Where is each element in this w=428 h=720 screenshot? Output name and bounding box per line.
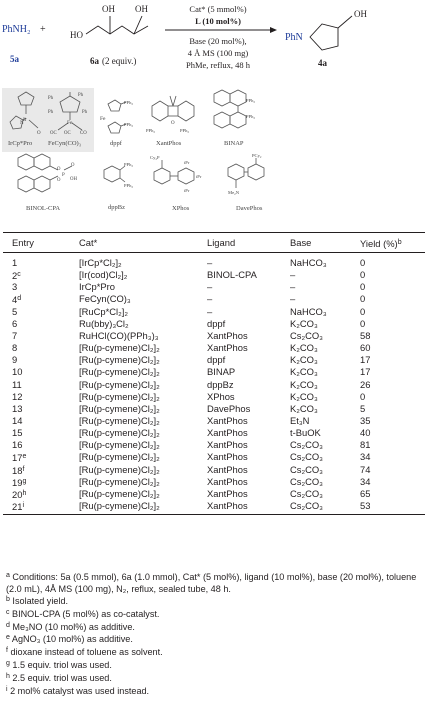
svg-text:iPr: iPr — [196, 174, 202, 179]
base-cell: K₂CO₃ — [290, 342, 318, 354]
base-cell: K₂CO₃ — [290, 402, 318, 414]
product-phn: PhN — [285, 32, 303, 43]
ligand-cell: XantPhos — [207, 414, 248, 426]
footnote-mark: g — [6, 660, 10, 667]
amine-label: 5a — [10, 54, 19, 64]
ligand-cell: BINOL-CPA — [207, 269, 257, 281]
svg-text:Ph: Ph — [48, 110, 54, 115]
yield-cell: 34 — [360, 475, 371, 487]
entry-cell: 12 — [12, 390, 23, 402]
yield-cell: 5 — [360, 402, 366, 414]
yield-cell: 0 — [360, 269, 366, 281]
table-row — [0, 427, 428, 439]
label-ircppro: IrCp*Pro — [8, 140, 33, 147]
catalyst-cell: [Ru(p-cymene)Cl₂]₂ — [79, 366, 160, 378]
footnote-text: 2.5 equiv. triol was used. — [9, 672, 112, 683]
svg-text:Cy₂P: Cy₂P — [150, 155, 160, 160]
table-row — [0, 342, 428, 354]
ligand-cell: XantPhos — [207, 451, 248, 463]
table-row — [0, 403, 428, 415]
svg-text:PPh₂: PPh₂ — [124, 183, 134, 188]
yield-cell: 0 — [360, 317, 366, 329]
svg-text:PPh₂: PPh₂ — [246, 98, 256, 103]
footnote — [6, 620, 135, 633]
header-base: Base — [290, 237, 312, 248]
footnote-mark: a — [6, 572, 10, 579]
ligand-cell: dppBz — [207, 378, 234, 390]
footnote-text: AgNO₃ (10 mol%) as additive. — [9, 634, 133, 645]
base-cell: Cs₂CO₃ — [290, 475, 323, 487]
entry-cell: 4$^d$ — [12, 294, 22, 306]
entry-footnote-mark: i — [22, 502, 24, 509]
catalyst-cell: [Ru(p-cymene)Cl₂]₂ — [79, 342, 160, 354]
table-row — [0, 366, 428, 378]
catalyst-cell: IrCp*Pro — [79, 281, 115, 293]
table-row — [0, 257, 428, 269]
svg-text:Fe: Fe — [67, 120, 73, 126]
footnote-mark: h — [6, 672, 10, 680]
catalyst-cell: [Ru(p-cymene)Cl₂]₂ — [79, 354, 160, 366]
catalyst-cell: [Ru(p-cymene)Cl₂]₂ — [79, 500, 160, 511]
table-row — [0, 330, 428, 342]
svg-text:PPh₂: PPh₂ — [146, 128, 156, 133]
footnote-mark: e — [6, 634, 10, 642]
cond-base: Base (20 mol%), — [189, 36, 247, 46]
yield-cell: 17 — [360, 354, 371, 366]
entry-cell: 10 — [12, 366, 23, 378]
yield-cell: 26 — [360, 378, 371, 390]
table-row — [0, 379, 428, 391]
base-cell: t-BuOK — [290, 427, 321, 439]
structure-dppbz — [98, 156, 146, 216]
base-cell: – — [290, 293, 296, 305]
table-row — [0, 269, 428, 281]
ligand-cell: – — [207, 293, 213, 305]
label-binap: BINAP — [224, 140, 244, 147]
ligand-cell: – — [207, 257, 213, 268]
header-cat: Cat* — [79, 237, 98, 248]
entry-footnote-mark: d — [17, 295, 22, 303]
catalyst-cell: RuHCl(CO)(PPh₃)₃ — [79, 329, 159, 341]
base-cell: Cs₂CO₃ — [290, 439, 323, 451]
yield-cell: 81 — [360, 439, 371, 451]
reaction-scheme — [0, 0, 428, 82]
yield-cell: 0 — [360, 305, 366, 317]
svg-text:OH: OH — [70, 177, 77, 182]
header-entry: Entry — [12, 237, 34, 248]
entry-cell: 19$^g$ — [12, 476, 27, 488]
base-cell: K₂CO₃ — [290, 366, 318, 378]
svg-text:Ph: Ph — [78, 93, 84, 98]
footnote-text: 1.5 equiv. triol was used. — [9, 660, 112, 670]
svg-text:PPh₂: PPh₂ — [246, 114, 256, 119]
catalyst-cell: [Ru(p-cymene)Cl₂]₂ — [79, 475, 160, 487]
plus-sign: + — [40, 24, 46, 35]
entry-cell: 3 — [12, 281, 18, 293]
entry-cell: 1 — [12, 257, 18, 268]
cond-cat: Cat* (5 mmol%) — [189, 4, 247, 14]
table-row — [0, 293, 428, 305]
table-row — [0, 439, 428, 451]
catalyst-cell: [Ru(p-cymene)Cl₂]₂ — [79, 463, 160, 475]
catalyst-cell: [Ru(p-cymene)Cl₂]₂ — [79, 451, 160, 463]
entry-cell: 11 — [12, 378, 22, 390]
entry-footnote-mark: f — [22, 465, 25, 473]
svg-text:N: N — [20, 121, 24, 126]
base-cell: NaHCO₃ — [290, 305, 327, 317]
base-cell: Cs₂CO₃ — [290, 451, 323, 463]
catalyst-cell: [Ru(p-cymene)Cl₂]₂ — [79, 439, 160, 451]
footnote — [6, 645, 163, 658]
aniline-formula: PhNH₂ — [2, 24, 31, 35]
footnote — [6, 684, 149, 697]
yield-cell: 0 — [360, 281, 366, 293]
structures-panel — [2, 88, 426, 216]
svg-text:Ir: Ir — [23, 117, 27, 123]
svg-text:O: O — [71, 163, 75, 168]
svg-text:Ph: Ph — [82, 110, 88, 115]
svg-text:iPr: iPr — [184, 188, 190, 193]
catalyst-cell: FeCyn(CO)₃ — [79, 293, 131, 305]
base-cell: Et₃N — [290, 414, 310, 426]
entry-footnote-mark: h — [22, 489, 27, 497]
yield-cell: 58 — [360, 329, 371, 341]
structure-ircppro — [4, 88, 48, 150]
yield-cell: 35 — [360, 414, 371, 426]
footnote-text: Isolated yield. — [9, 596, 69, 606]
yield-cell: 0 — [360, 390, 366, 402]
svg-text:O: O — [57, 167, 61, 172]
table-row — [0, 488, 428, 500]
base-cell: K₂CO₃ — [290, 317, 318, 329]
svg-text:OC: OC — [50, 131, 57, 136]
label-fecyn: FeCyn(CO)₃ — [48, 140, 81, 147]
entry-cell: 5 — [12, 305, 18, 317]
footnote — [6, 594, 68, 607]
entry-cell: 15 — [12, 427, 23, 439]
entry-footnote-mark: g — [22, 477, 27, 485]
catalyst-cell: [IrCp*Cl₂]₂ — [79, 257, 122, 268]
svg-text:Me₂N: Me₂N — [228, 190, 240, 195]
ligand-cell: XantPhos — [207, 463, 248, 475]
table-row — [0, 354, 428, 366]
cond-ms: 4 Å MS (100 mg) — [187, 48, 249, 58]
entry-cell: 7 — [12, 329, 18, 341]
table-header-row — [0, 237, 428, 249]
svg-text:PPh₂: PPh₂ — [180, 128, 190, 133]
svg-text:PPh₂: PPh₂ — [124, 122, 134, 127]
yield-cell: 0 — [360, 293, 366, 305]
ligand-cell: – — [207, 305, 213, 317]
table-row — [0, 500, 428, 512]
table-bottom-rule — [3, 514, 425, 515]
footnote — [6, 671, 112, 684]
footnote-mark: d — [6, 621, 10, 629]
base-cell: K₂CO₃ — [290, 354, 318, 366]
catalyst-cell: [Ru(p-cymene)Cl₂]₂ — [79, 427, 160, 439]
footnote — [6, 570, 418, 595]
svg-text:O: O — [37, 131, 41, 136]
table-header-rule — [3, 252, 425, 253]
structure-fecyn — [46, 88, 94, 150]
header-yield: Yield (%)$^b$ — [360, 238, 402, 249]
table-row — [0, 306, 428, 318]
svg-text:O: O — [171, 121, 175, 126]
ligand-cell: BINAP — [207, 366, 236, 378]
triol-chain — [86, 26, 148, 34]
footnote-text: Conditions: 5a (0.5 mmol), 6a (1.0 mmol), Cat* (5 mol%), ligand (10 mol%), base (20 mol%), toluene (2.0 mL), 4Å MS (100 mg), N₂, reflux, sealed tube, 48 h. — [6, 572, 417, 594]
yield-cell: 65 — [360, 487, 371, 499]
entry-cell: 2$^c$ — [12, 270, 21, 282]
entry-cell: 21$^i$ — [12, 501, 24, 512]
entry-footnote-mark: c — [17, 271, 21, 279]
ligand-cell: XPhos — [207, 390, 235, 402]
triol-equiv: (2 equiv.) — [102, 56, 137, 66]
base-cell: K₂CO₃ — [290, 390, 318, 402]
entry-cell: 8 — [12, 342, 18, 354]
product-oh-bond — [338, 16, 352, 28]
table-row — [0, 415, 428, 427]
entry-cell: 18$^f$ — [12, 464, 25, 476]
base-cell: – — [290, 269, 296, 281]
footnote — [6, 607, 159, 620]
svg-text:Fe: Fe — [100, 116, 106, 122]
svg-text:P: P — [62, 173, 65, 178]
scheme-drawing — [0, 0, 428, 82]
label-dppbz: dppBz — [108, 204, 125, 211]
entry-cell: 14 — [12, 414, 23, 426]
table-row — [0, 451, 428, 463]
structure-xphos — [148, 150, 220, 216]
base-cell: – — [290, 281, 296, 293]
footnote-text: Me₃NO (10 mol%) as additive. — [9, 621, 135, 632]
svg-text:PCy₂: PCy₂ — [252, 153, 262, 158]
header-ligand: Ligand — [207, 237, 236, 248]
entry-cell: 9 — [12, 354, 18, 366]
entry-footnote-mark: e — [22, 453, 27, 461]
footnote-mark: f — [6, 647, 8, 655]
label-dppf: dppf — [110, 140, 122, 147]
base-cell: K₂CO₃ — [290, 378, 318, 390]
ligand-cell: XantPhos — [207, 487, 248, 499]
ligand-cell: XantPhos — [207, 475, 248, 487]
table-row — [0, 464, 428, 476]
svg-text:iPr: iPr — [184, 160, 190, 165]
svg-text:O: O — [57, 178, 61, 183]
ligand-cell: DavePhos — [207, 402, 251, 414]
yield-cell: 34 — [360, 451, 371, 463]
base-cell: Cs₂CO₃ — [290, 487, 323, 499]
yield-cell: 74 — [360, 463, 371, 475]
entry-cell: 20$^h$ — [12, 488, 27, 500]
ligand-cell: XantPhos — [207, 439, 248, 451]
entry-cell: 17e — [12, 452, 27, 464]
label-xantphos: XantPhos — [156, 140, 182, 147]
base-cell: Cs₂CO₃ — [290, 329, 323, 341]
svg-text:OC: OC — [64, 131, 71, 136]
ligand-cell: dppf — [207, 354, 226, 366]
ligand-cell: dppf — [207, 317, 226, 329]
ligand-cell: XantPhos — [207, 427, 248, 439]
structure-binap — [208, 88, 264, 150]
product-oh: OH — [354, 9, 367, 19]
footnote-text: dioxane instead of toluene as solvent. — [7, 647, 163, 658]
footnote-text: 2 mol% catalyst was used instead. — [7, 685, 150, 696]
label-binol-cpa: BINOL-CPA — [26, 205, 61, 212]
catalyst-cell: [Ru(p-cymene)Cl₂]₂ — [79, 487, 160, 499]
triol-label: 6a — [90, 56, 99, 66]
ligand-cell: XantPhos — [207, 329, 248, 341]
base-cell: Cs₂CO₃ — [290, 463, 323, 475]
svg-text:PPh₂: PPh₂ — [124, 100, 134, 105]
triol-oh2: OH — [135, 4, 148, 14]
footnote-mark: i — [6, 685, 8, 693]
table-row — [0, 318, 428, 330]
catalyst-cell: Ru(bby)₃Cl₂ — [79, 317, 129, 329]
yield-cell: 40 — [360, 427, 371, 439]
catalyst-cell: [Ru(p-cymene)Cl₂]₂ — [79, 402, 160, 414]
footnote — [6, 658, 112, 671]
footnote-text: BINOL-CPA (5 mol%) as co-catalyst. — [9, 608, 160, 619]
arrow-head — [270, 27, 277, 33]
svg-text:PPh₂: PPh₂ — [124, 162, 134, 167]
label-davephos: DavePhos — [236, 205, 263, 212]
catalyst-cell: [RuCp*Cl₂]₂ — [79, 305, 128, 317]
triol-oh1: OH — [102, 4, 115, 14]
entry-cell: 6 — [12, 317, 18, 329]
yield-cell: 60 — [360, 342, 371, 354]
structure-dppf — [96, 88, 140, 150]
footnote-mark: c — [6, 608, 10, 616]
triol-ho: HO — [70, 30, 83, 40]
product-label: 4a — [318, 58, 327, 68]
entry-cell: 16 — [12, 439, 23, 451]
yield-cell: 17 — [360, 366, 371, 378]
footnote — [6, 632, 133, 645]
entry-cell: 13 — [12, 402, 23, 414]
structure-davephos — [222, 150, 282, 216]
ligand-cell: XantPhos — [207, 342, 248, 354]
table-row — [0, 391, 428, 403]
label-xphos: XPhos — [172, 205, 190, 212]
base-cell: NaHCO₃ — [290, 257, 327, 268]
table-row — [0, 281, 428, 293]
pyrrolidine-ring — [310, 24, 338, 50]
ligand-cell: – — [207, 281, 213, 293]
table-top-rule — [3, 232, 425, 233]
cond-solvent: PhMe, reflux, 48 h — [186, 60, 250, 70]
svg-text:Ph: Ph — [48, 96, 54, 101]
catalyst-cell: [Ru(p-cymene)Cl₂]₂ — [79, 378, 160, 390]
table-row — [0, 476, 428, 488]
yield-cell: 0 — [360, 257, 366, 268]
ligand-cell: XantPhos — [207, 500, 248, 511]
yield-cell: 53 — [360, 500, 371, 511]
footnote-mark: b — [6, 596, 10, 603]
structure-binol-cpa — [4, 150, 94, 216]
catalyst-cell: [Ir(cod)Cl₂]₂ — [79, 269, 128, 281]
catalyst-cell: [Ru(p-cymene)Cl₂]₂ — [79, 390, 160, 402]
svg-text:CO: CO — [80, 131, 87, 136]
cond-ligand: L (10 mol%) — [195, 16, 241, 26]
base-cell: Cs₂CO₃ — [290, 500, 323, 511]
catalyst-cell: [Ru(p-cymene)Cl₂]₂ — [79, 414, 160, 426]
structure-xantphos — [142, 88, 204, 150]
